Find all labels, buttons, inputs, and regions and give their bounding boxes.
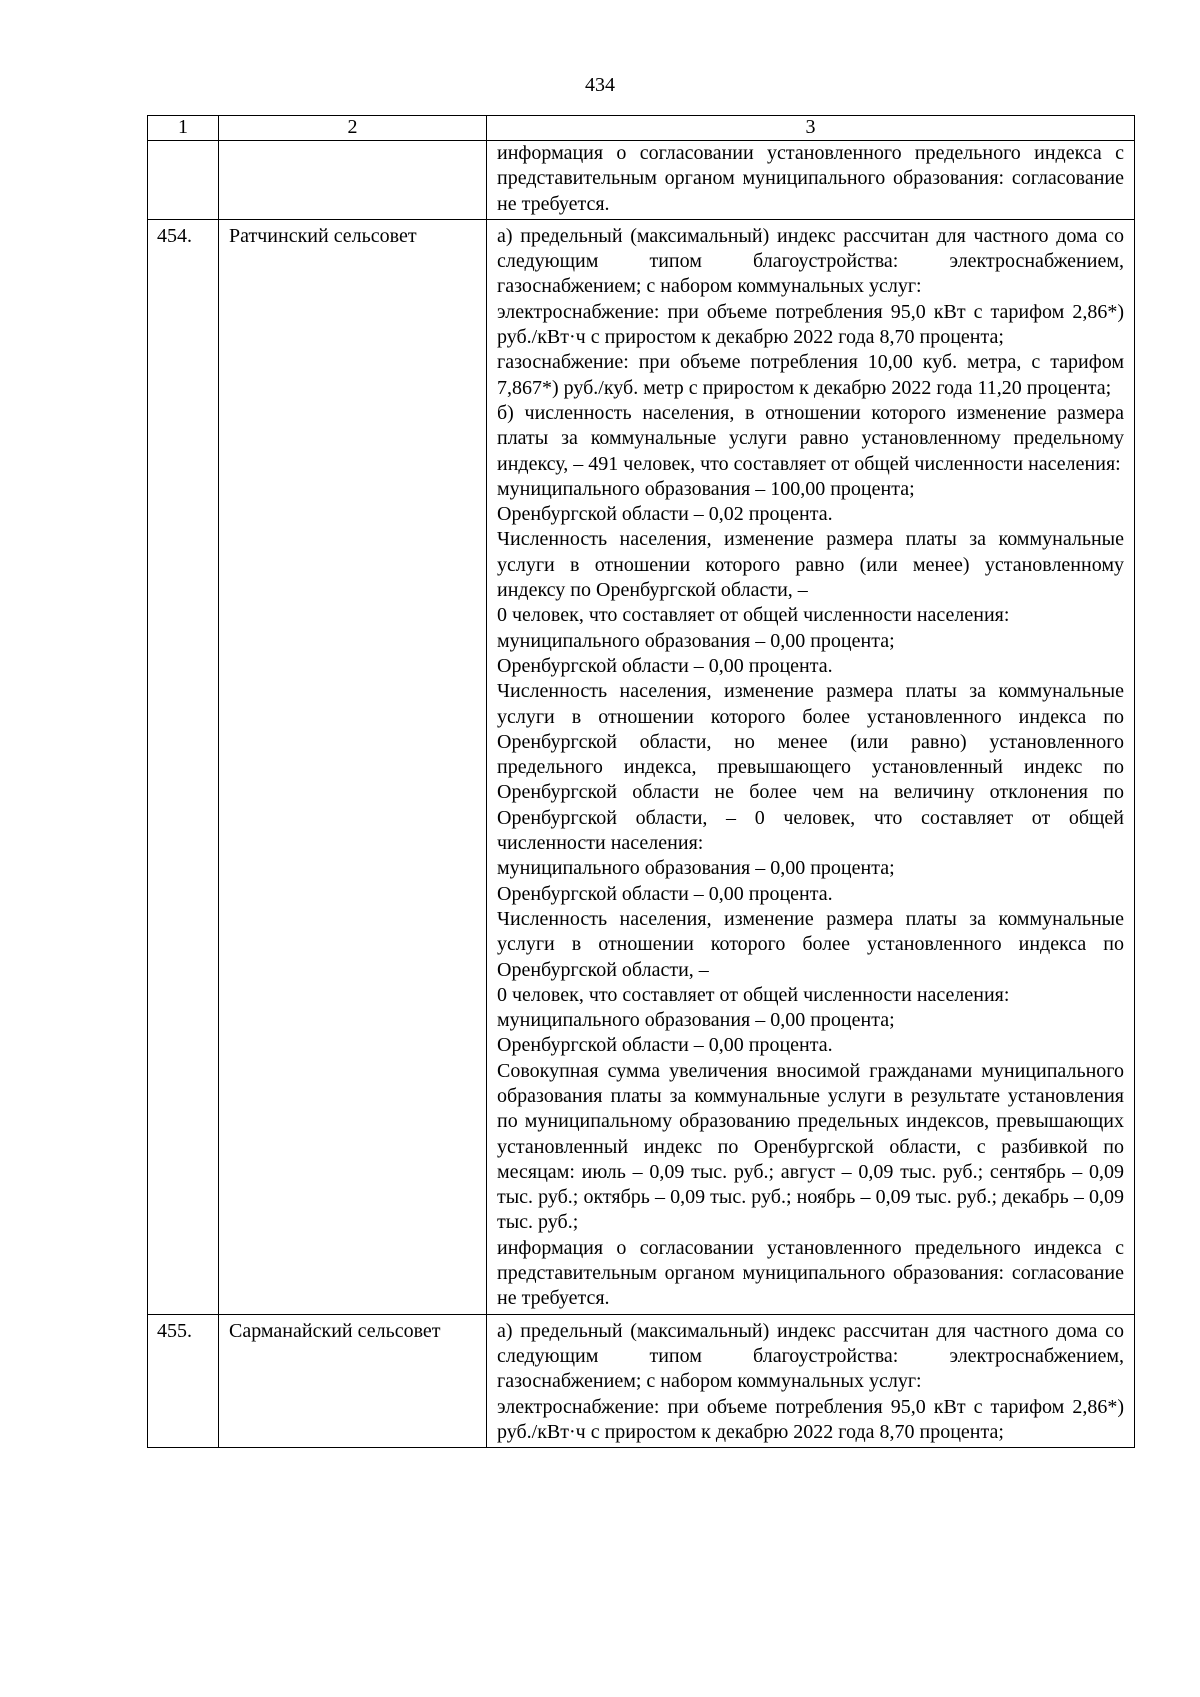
paragraph: Численность населения, изменение размера платы за коммунальные услуги в отношении которого более установленного индекса по Оренбургской области, – xyxy=(497,907,1124,981)
table-header-row xyxy=(148,116,1135,141)
data-table xyxy=(147,115,1135,1448)
table-row xyxy=(148,1314,1135,1447)
municipality-name: Сарманайский сельсовет xyxy=(219,1314,487,1447)
paragraph: Оренбургской области – 0,02 процента. xyxy=(497,503,833,526)
paragraph: информация о согласовании установленного предельного индекса с представительным органом муниципального образования: согласование не требуется. xyxy=(497,1236,1124,1310)
table-row xyxy=(148,219,1135,1314)
page-number: 434 xyxy=(585,74,615,96)
row-text-cell xyxy=(487,219,1135,1314)
paragraph: муниципального образования – 0,00 процента; xyxy=(497,857,895,880)
row-number: 455. xyxy=(148,1314,219,1447)
paragraph: Численность населения, изменение размера платы за коммунальные услуги в отношении которого более установленного индекса по Оренбургской области, но менее (или равно) установленного предельного индекса, превышающего установленный индекс по Оренбургской области не более чем на величину отклонения по Оренбургской области, – 0 человек, что составляет от общей численности населения: xyxy=(497,680,1124,855)
paragraph: муниципального образования – 0,00 процента; xyxy=(497,629,895,652)
row-text-cell xyxy=(487,1314,1135,1447)
paragraph: 0 человек, что составляет от общей численности населения: xyxy=(497,983,1010,1006)
row-number-cell xyxy=(148,141,219,220)
paragraph: газоснабжение: при объеме потребления 10,00 куб. метра, с тарифом 7,867*) руб./куб. метр с приростом к декабрю 2022 года 11,20 процента; xyxy=(497,351,1124,399)
paragraph: 0 человек, что составляет от общей численности населения: xyxy=(497,604,1010,627)
paragraph: электроснабжение: при объеме потребления 95,0 кВт с тарифом 2,86*) руб./кВт·ч с приростом к декабрю 2022 года 8,70 процента; xyxy=(497,300,1124,349)
paragraph: информация о согласовании установленного предельного индекса с представительным органом муниципального образования: согласование не требуется. xyxy=(497,142,1124,215)
paragraph: Совокупная сумма увеличения вносимой гражданами муниципального образования платы за коммунальные услуги в результате установления по муниципальному образованию предельных индексов, превышающих установленный индекс по Оренбургской области, с разбивкой по месяцам: июль – 0,09 тыс. руб.; август – 0,09 тыс. руб.; сентябрь – 0,09 тыс. руб.; октябрь – 0,09 тыс. руб.; ноябрь – 0,09 тыс. руб.; декабрь – 0,09 тыс. руб.; xyxy=(497,1059,1124,1234)
paragraph: Оренбургской области – 0,00 процента. xyxy=(497,882,833,905)
row-name-cell xyxy=(219,141,487,220)
paragraph: б) численность населения, в отношении которого изменение размера платы за коммунальные услуги равно установленному предельному индексу, – 491 человек, что составляет от общей численности населения: xyxy=(497,401,1124,475)
paragraph: а) предельный (максимальный) индекс рассчитан для частного дома со следующим типом благоустройства: электроснабжением, газоснабжением; с набором коммунальных услуг: xyxy=(497,1319,1124,1393)
paragraph: муниципального образования – 0,00 процента; xyxy=(497,1009,895,1032)
paragraph: Оренбургской области – 0,00 процента. xyxy=(497,654,833,677)
municipality-name: Ратчинский сельсовет xyxy=(219,219,487,1314)
paragraph: а) предельный (максимальный) индекс рассчитан для частного дома со следующим типом благоустройства: электроснабжением, газоснабжением; с набором коммунальных услуг: xyxy=(497,224,1124,298)
paragraph: электроснабжение: при объеме потребления 95,0 кВт с тарифом 2,86*) руб./кВт·ч с приростом к декабрю 2022 года 8,70 процента; xyxy=(497,1395,1124,1443)
paragraph: муниципального образования – 100,00 процента; xyxy=(497,477,915,500)
paragraph: Оренбургской области – 0,00 процента. xyxy=(497,1034,833,1057)
column-header-2: 2 xyxy=(219,116,487,141)
row-text-cell xyxy=(487,141,1135,220)
paragraph: Численность населения, изменение размера платы за коммунальные услуги в отношении которого равно (или менее) установленному индексу по Оренбургской области, – xyxy=(497,528,1124,602)
table-row-continuation xyxy=(148,141,1135,220)
column-header-1: 1 xyxy=(148,116,219,141)
row-number: 454. xyxy=(148,219,219,1314)
column-header-3: 3 xyxy=(487,116,1135,141)
